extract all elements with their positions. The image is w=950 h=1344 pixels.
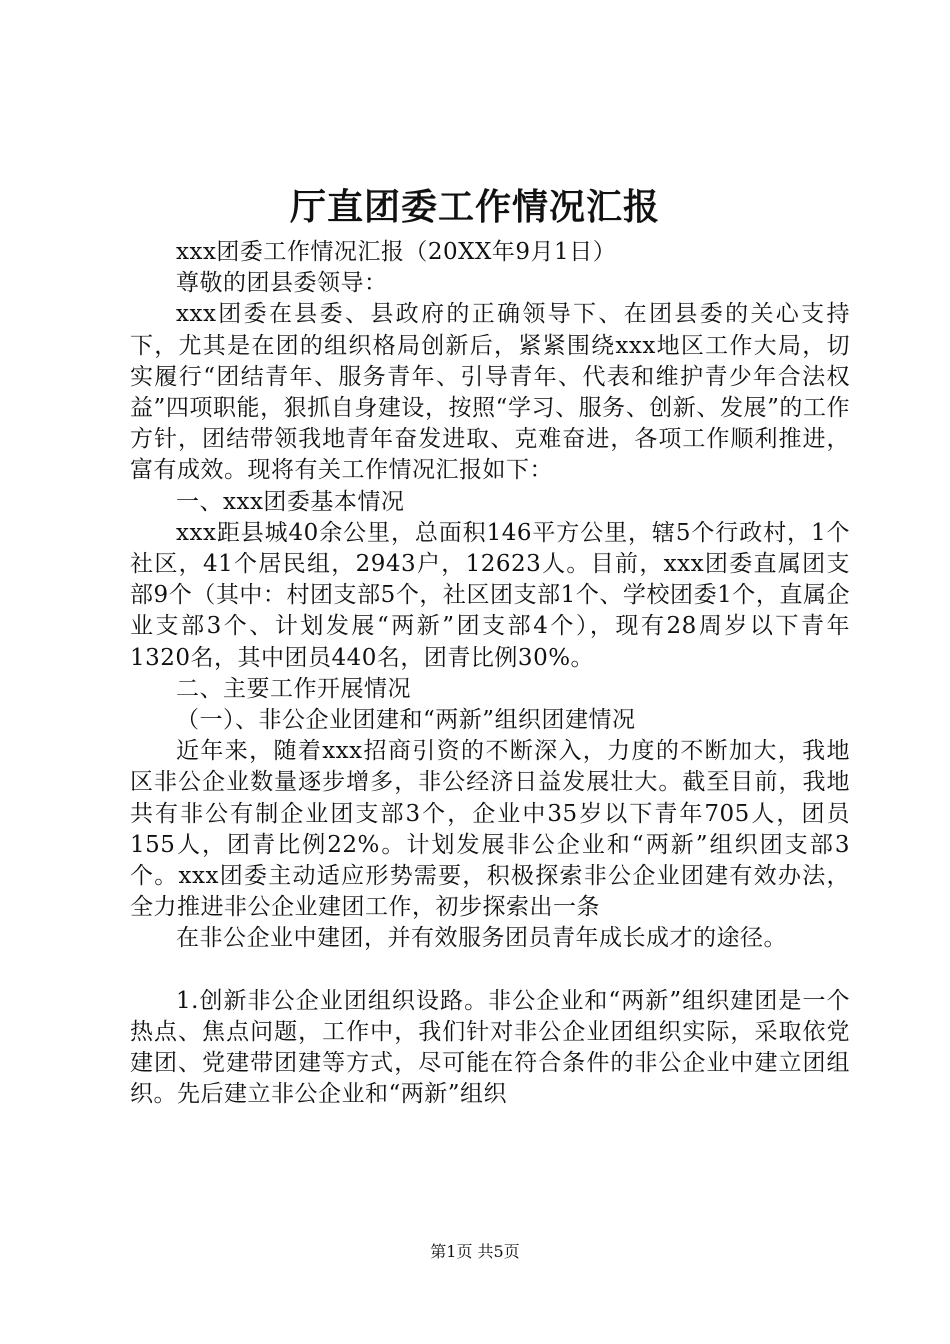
continuation-line: 在非公企业中建团，并有效服务团员青年成长成才的途径。: [176, 925, 787, 952]
page-footer: 第1页 共5页: [430, 1242, 520, 1261]
section-heading-2: 二、主要工作开展情况: [176, 675, 411, 702]
numbered-item-1: 1.创新非公企业团组织设路。非公企业和“两新”组织建团是一个热点、焦点问题，工作中，我们针对非公企业团组织实际，采取依党建团、党建带团建等方式，尽可能在符合条件的非公企业中建立团组织。先后建立非公企业和“两新”组织: [130, 987, 850, 1108]
non-public-enterprise-paragraph: 近年来，随着xxx招商引资的不断深入，力度的不断加大，我地区非公企业数量逐步增多，非公经济日益发展壮大。截至目前，我地共有非公有制企业团支部3个，企业中35岁以下青年705人，团员155人，团青比例22%。计划发展非公企业和“两新”组织团支部3个。xxx团委主动适应形势需要，积极探索非公企业团建有效办法，全力推进非公企业建团工作，初步探索出一条: [130, 738, 850, 921]
salutation: 尊敬的团县委领导：: [176, 270, 388, 297]
document-title: 厅直团委工作情况汇报: [289, 186, 660, 228]
subsection-heading-1: （一）、非公企业团建和“两新”组织团建情况: [176, 707, 636, 734]
intro-paragraph: xxx团委在县委、县政府的正确领导下、在团县委的关心支持下，尤其是在团的组织格局创新后，紧紧围绕xxx地区工作大局，切实履行“团结青年、服务青年、引导青年、代表和维护青少年合法权益”四项职能，狠抓自身建设，按照“学习、服务、创新、发展”的工作方针，团结带领我地青年奋发进取、克难奋进，各项工作顺利推进，富有成效。现将有关工作情况汇报如下：: [130, 301, 850, 484]
basic-info-paragraph: xxx距县城40余公里，总面积146平方公里，辖5个行政村，1个社区，41个居民组，2943户，12623人。目前，xxx团委直属团支部9个（其中：村团支部5个，社区团支部1个、学校团委1个，直属企业支部3个、计划发展“两新”团支部4个），现有28周岁以下青年1320名，其中团员440名，团青比例30%。: [130, 519, 850, 671]
document-body: [130, 237, 850, 1110]
section-heading-1: 一、xxx团委基本情况: [176, 488, 405, 515]
report-date-line: xxx团委工作情况汇报（20XX年9月1日）: [176, 239, 617, 265]
